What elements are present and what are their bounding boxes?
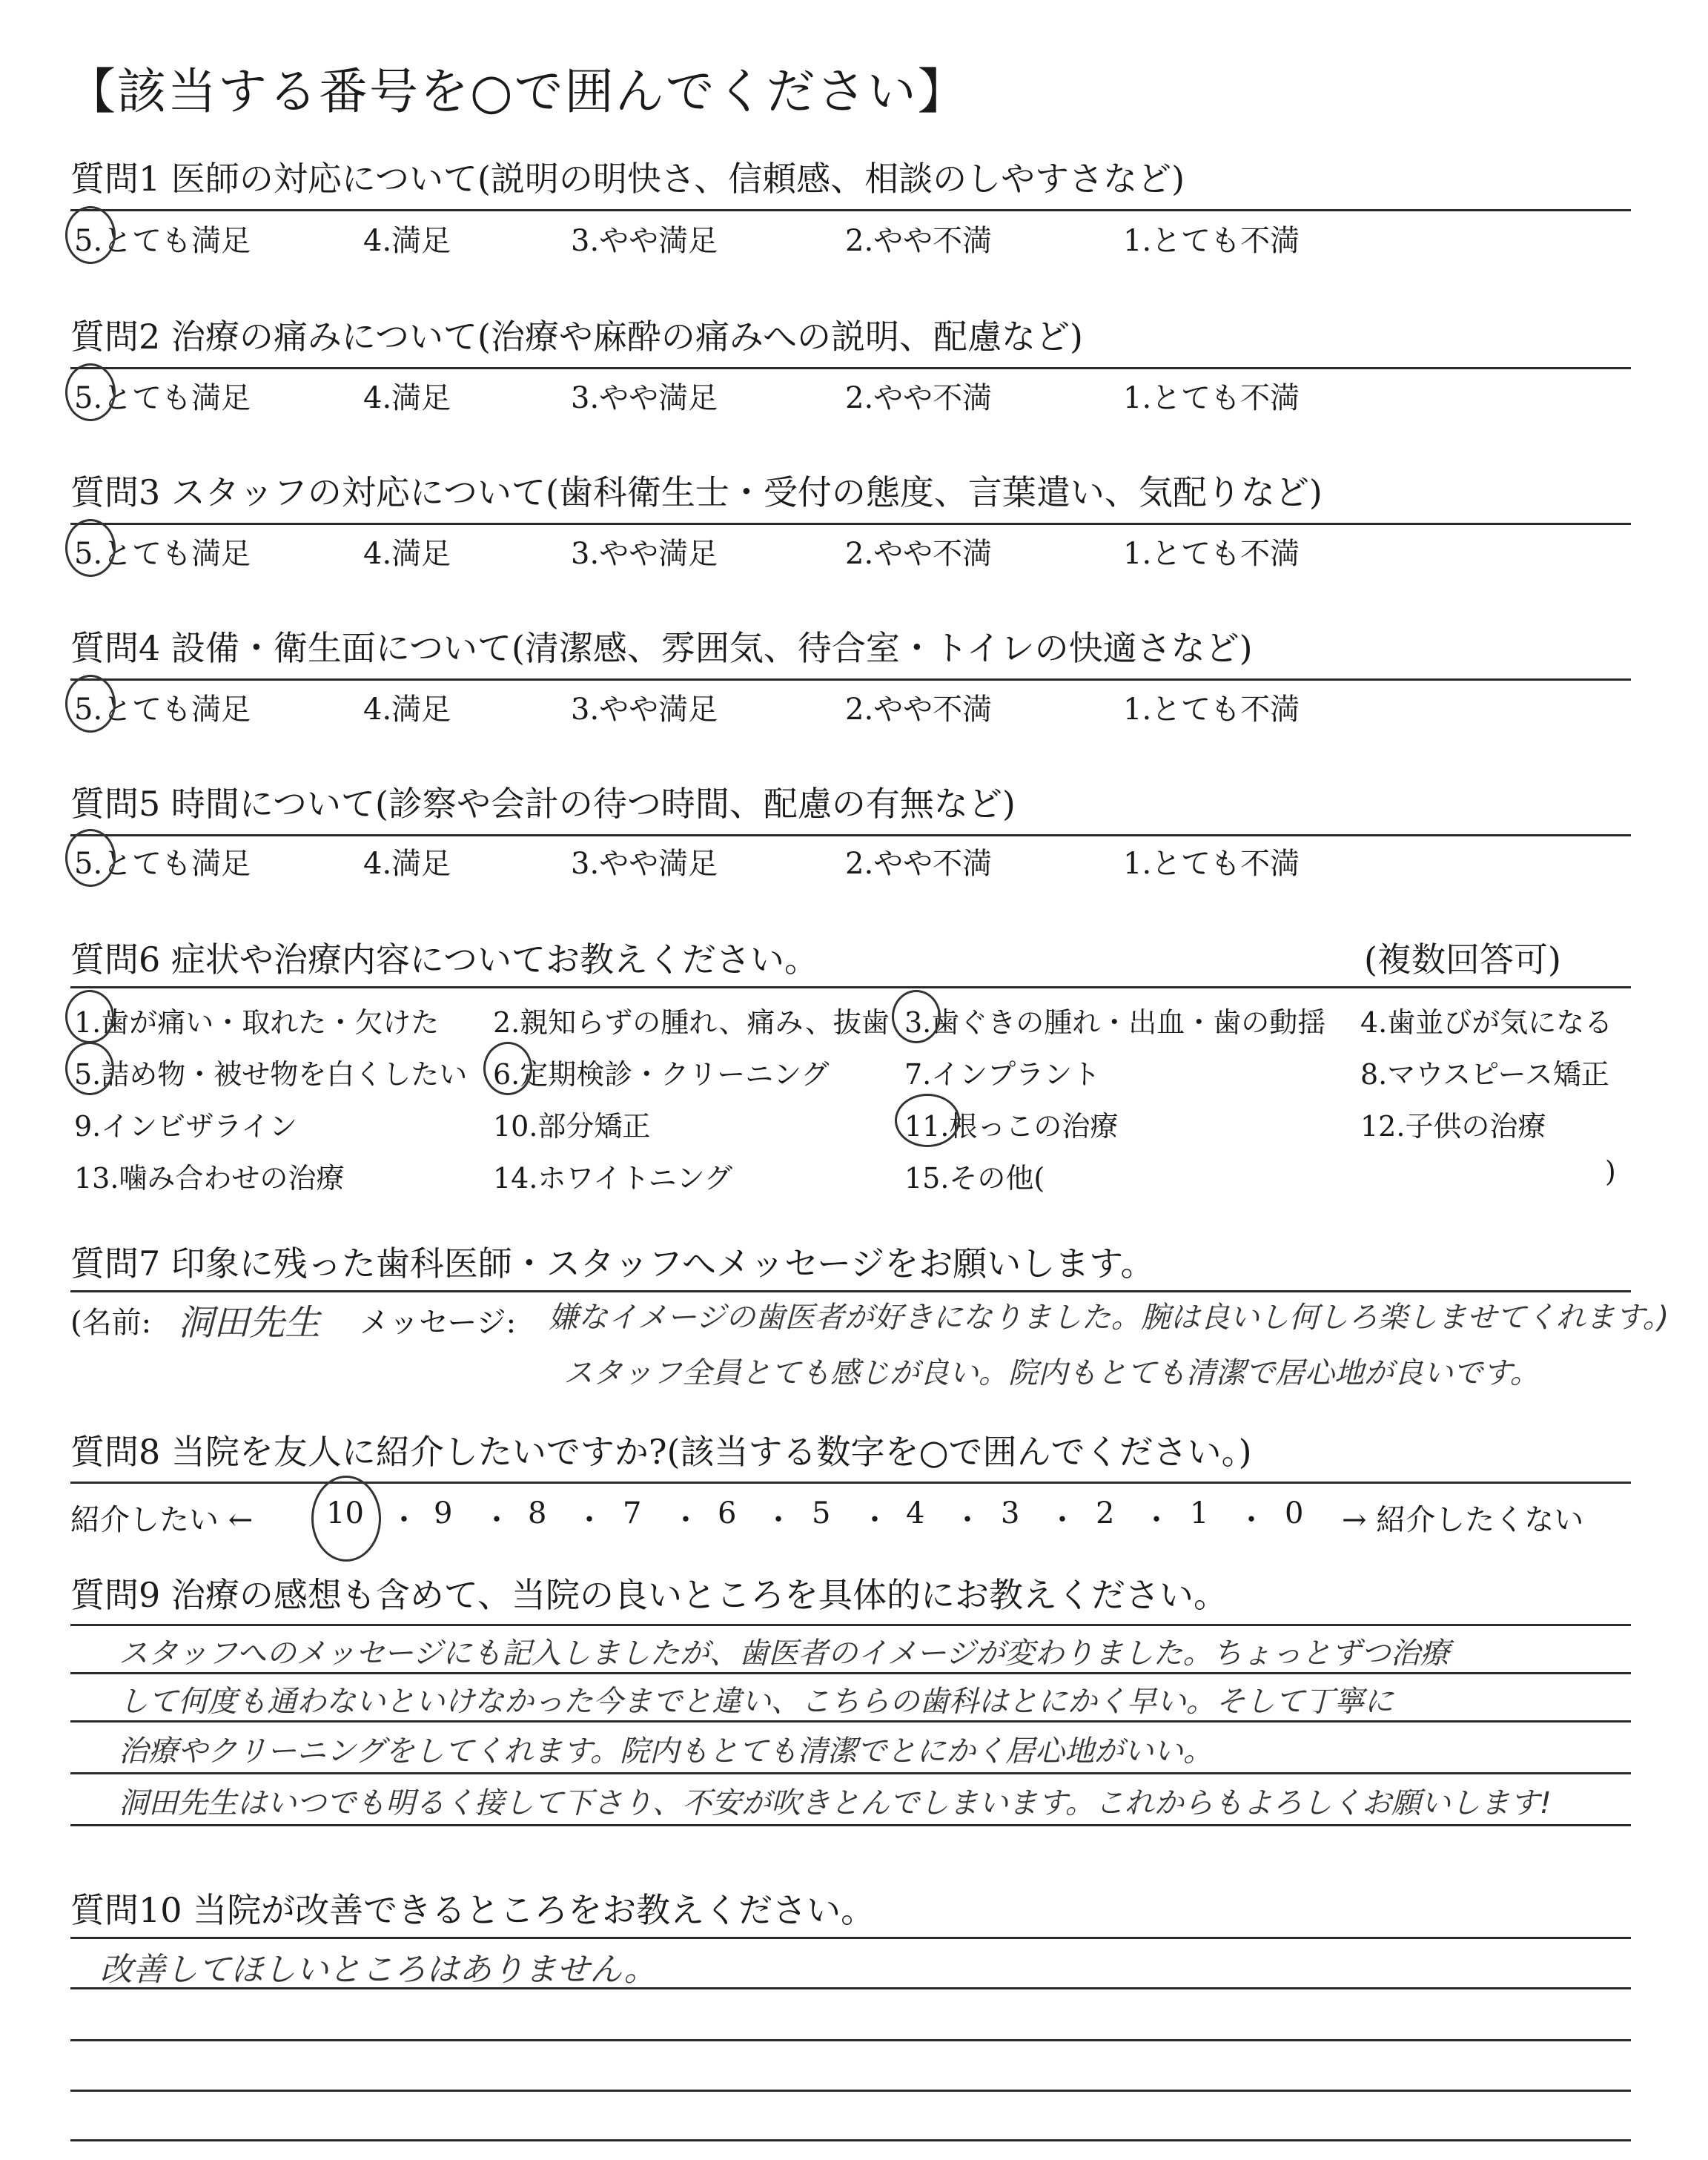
divider [70,834,1631,836]
option-5[interactable]: 5.詰め物・被せ物を白くしたい [74,1058,468,1091]
question-9-title: 質問9 治療の感想も含めて、当院の良いところを具体的にお教えください。 [70,1575,1228,1615]
scale-0[interactable]: 0 [1285,1496,1304,1530]
answer-line [70,2039,1631,2041]
option-3[interactable]: 3.やや満足 [571,537,718,571]
option-2[interactable]: 2.やや不満 [845,693,993,727]
divider [70,1482,1631,1484]
option-9[interactable]: 9.インビザライン [74,1110,298,1143]
handwritten-answer-line-3[interactable]: 治療やクリーニングをしてくれます。院内もとても清潔でとにかく居心地がいい。 [119,1734,1213,1768]
option-5[interactable]: 5.とても満足 [74,693,251,727]
scale-dot: ・ [389,1503,419,1537]
scale-right-label: → 紹介したくない [1342,1503,1584,1537]
divider [70,1624,1631,1626]
option-3[interactable]: 3.歯ぐきの腫れ・出血・歯の動揺 [904,1006,1326,1039]
option-2[interactable]: 2.やや不満 [845,537,993,571]
option-1[interactable]: 1.とても不満 [1123,381,1300,415]
option-4[interactable]: 4.歯並びが気になる [1360,1006,1613,1039]
scale-10[interactable]: 10 [326,1496,364,1530]
option-2[interactable]: 2.親知らずの腫れ、痛み、抜歯 [493,1006,890,1039]
handwritten-name[interactable]: 洞田先生 [178,1302,321,1344]
option-1[interactable]: 1.とても不満 [1123,847,1300,881]
scale-dot: ・ [1047,1503,1077,1537]
divider [70,367,1631,369]
option-14[interactable]: 14.ホワイトニング [493,1162,733,1195]
question-6-title: 質問6 症状や治療内容についてお教えください。 [70,939,818,980]
option-5[interactable]: 5.とても満足 [74,537,251,571]
option-2[interactable]: 2.やや不満 [845,847,993,881]
question-10-title: 質問10 当院が改善できるところをお教えください。 [70,1890,875,1930]
option-1[interactable]: 1.歯が痛い・取れた・欠けた [74,1006,440,1039]
scale-dot: ・ [860,1503,890,1537]
option-5[interactable]: 5.とても満足 [74,224,251,258]
option-3[interactable]: 3.やや満足 [571,847,718,881]
handwritten-message-line-1[interactable]: 嫌なイメージの歯医者が好きになりました。腕は良いし何しろ楽しませてくれます。) [549,1301,1669,1335]
question-8-title: 質問8 当院を友人に紹介したいですか?(該当する数字を○で囲んでください。) [70,1432,1252,1472]
option-3[interactable]: 3.やや満足 [571,224,718,258]
divider [70,209,1631,211]
question-5-title: 質問5 時間について(診察や会計の待つ時間、配慮の有無など) [70,784,1016,824]
message-label: メッセージ: [360,1306,517,1340]
option-3[interactable]: 3.やや満足 [571,381,718,415]
option-11[interactable]: 11.根っこの治療 [904,1110,1119,1143]
handwritten-answer-line-1[interactable]: スタッフへのメッセージにも記入しましたが、歯医者のイメージが変わりました。ちょっとずつ治療 [119,1636,1450,1671]
option-5[interactable]: 5.とても満足 [74,381,251,415]
answer-line [70,2139,1631,2141]
scale-2[interactable]: 2 [1096,1496,1115,1530]
scale-dot: ・ [575,1503,604,1537]
scale-9[interactable]: 9 [434,1496,453,1530]
option-15[interactable]: 15.その他( [904,1162,1045,1195]
option-4[interactable]: 4.満足 [363,693,451,727]
option-5[interactable]: 5.とても満足 [74,847,251,881]
page-header: 【該当する番号を○で囲んでください】 [67,63,968,120]
option-12[interactable]: 12.子供の治療 [1360,1110,1546,1143]
scale-dot: ・ [482,1503,512,1537]
option-4[interactable]: 4.満足 [363,847,451,881]
option-10[interactable]: 10.部分矯正 [493,1110,651,1143]
scale-3[interactable]: 3 [1001,1496,1020,1530]
scale-7[interactable]: 7 [623,1496,642,1530]
option-7[interactable]: 7.インプラント [904,1058,1101,1091]
scale-dot: ・ [1142,1503,1171,1537]
option-1[interactable]: 1.とても不満 [1123,693,1300,727]
divider [70,1290,1631,1292]
name-label: (名前: [70,1306,152,1340]
divider [70,523,1631,525]
handwritten-answer-line-4[interactable]: 洞田先生はいつでも明るく接して下さり、不安が吹きとんでしまいます。これからもよろしくお願いします! [119,1786,1552,1820]
question-1-title: 質問1 医師の対応について(説明の明快さ、信頼感、相談のしやすさなど) [70,159,1185,199]
scale-dot: ・ [953,1503,982,1537]
answer-line [70,1672,1631,1674]
scale-4[interactable]: 4 [906,1496,925,1530]
answer-line [70,1720,1631,1723]
option-4[interactable]: 4.満足 [363,537,451,571]
handwritten-message-line-2[interactable]: スタッフ全員とても感じが良い。院内もとても清潔で居心地が良いです。 [563,1356,1540,1390]
divider [70,678,1631,681]
scale-dot: ・ [671,1503,701,1537]
question-4-title: 質問4 設備・衛生面について(清潔感、雰囲気、待合室・トイレの快適さなど) [70,628,1253,668]
scale-6[interactable]: 6 [718,1496,737,1530]
divider [70,986,1631,988]
divider [70,1937,1631,1939]
question-2-title: 質問2 治療の痛みについて(治療や麻酔の痛みへの説明、配慮など) [70,317,1083,357]
question-3-title: 質問3 スタッフの対応について(歯科衛生士・受付の態度、言葉遣い、気配りなど) [70,472,1323,512]
handwritten-answer-line-2[interactable]: して何度も通わないといけなかった今までと違い、こちらの歯科はとにかく早い。そして丁寧に [119,1685,1394,1719]
option-3[interactable]: 3.やや満足 [571,693,718,727]
option-2[interactable]: 2.やや不満 [845,224,993,258]
option-1[interactable]: 1.とても不満 [1123,224,1300,258]
option-13[interactable]: 13.噛み合わせの治療 [74,1162,345,1195]
answer-line [70,1824,1631,1826]
handwritten-improvement-answer[interactable]: 改善してほしいところはありません。 [100,1951,657,1989]
option-1[interactable]: 1.とても不満 [1123,537,1300,571]
option-2[interactable]: 2.やや不満 [845,381,993,415]
option-8[interactable]: 8.マウスピース矯正 [1360,1058,1609,1091]
question-7-title: 質問7 印象に残った歯科医師・スタッフへメッセージをお願いします。 [70,1244,1155,1284]
other-close-paren: ) [1605,1155,1616,1188]
option-6[interactable]: 6.定期検診・クリーニング [493,1058,830,1091]
scale-dot: ・ [1237,1503,1266,1537]
option-4[interactable]: 4.満足 [363,224,451,258]
option-4[interactable]: 4.満足 [363,381,451,415]
scale-1[interactable]: 1 [1190,1496,1209,1530]
answer-line [70,1772,1631,1774]
multiple-answer-note: (複数回答可) [1364,939,1561,980]
scale-left-label: 紹介したい ← [70,1503,254,1537]
scale-dot: ・ [764,1503,793,1537]
scale-8[interactable]: 8 [528,1496,547,1530]
answer-line [70,2090,1631,2092]
scale-5[interactable]: 5 [812,1496,831,1530]
